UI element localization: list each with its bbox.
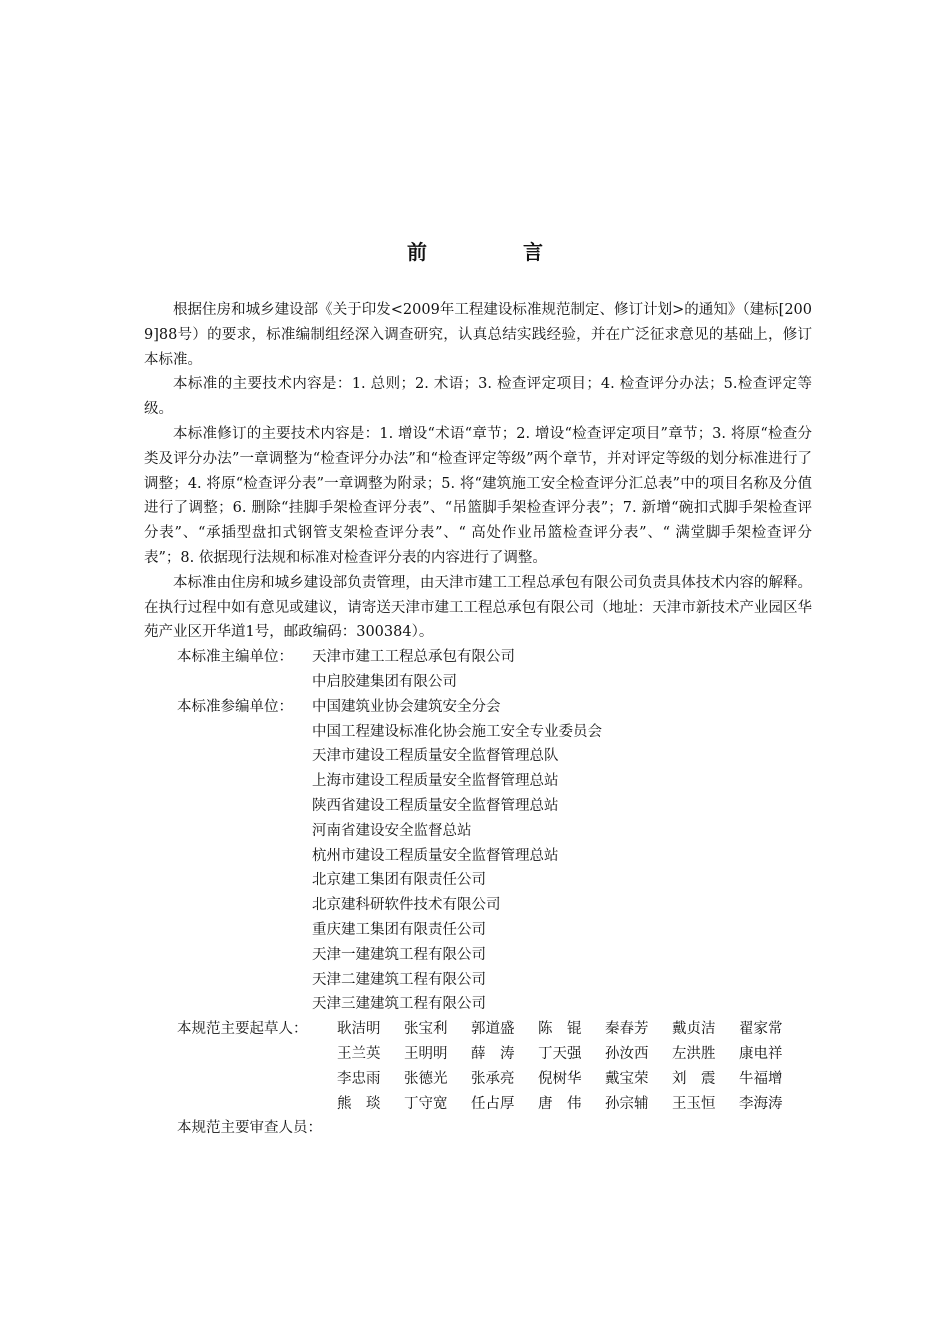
drafter-name: 王玉恒 [672, 1095, 716, 1112]
unit-name: 上海市建设工程质量安全监督管理总站 [312, 773, 559, 790]
drafter-name: 孙汝西 [605, 1045, 649, 1062]
drafter-names [337, 1092, 806, 1117]
unit-name: 天津一建建筑工程有限公司 [312, 946, 486, 963]
unit-row [144, 744, 812, 769]
drafter-name: 张德光 [404, 1070, 448, 1087]
unit-name: 北京建科研软件技术有限公司 [312, 897, 501, 914]
chief-units-label: 本标准主编单位： [177, 649, 293, 666]
drafter-name: 孙宗辅 [605, 1095, 649, 1112]
drafter-name: 秦春芳 [605, 1021, 649, 1038]
unit-name: 中国建筑业协会建筑安全分会 [312, 698, 501, 715]
drafters [144, 1017, 812, 1116]
participating-units [144, 695, 812, 1017]
drafter-name: 王兰英 [337, 1045, 381, 1062]
drafter-name: 左洪胜 [672, 1045, 716, 1062]
drafter-name: 倪树华 [538, 1070, 582, 1087]
drafter-name: 熊 琰 [337, 1095, 381, 1112]
unit-row [144, 819, 812, 844]
drafter-name: 丁天强 [538, 1045, 582, 1062]
drafter-names [337, 1042, 806, 1067]
drafter-names [337, 1067, 806, 1092]
unit-name: 河南省建设安全监督总站 [312, 822, 472, 839]
drafter-name: 丁守宽 [404, 1095, 448, 1112]
unit-row [144, 893, 812, 918]
drafter-names [337, 1017, 806, 1042]
unit-row [144, 918, 812, 943]
unit-row [144, 720, 812, 745]
drafter-name: 陈 锟 [538, 1021, 582, 1038]
paragraph: 本标准修订的主要技术内容是：1. 增设“术语“章节；2. 增设“检查评定项目”章节；3. 将原“检查分类及评分办法”一章调整为“检查评分办法”和“检查评定等级”两个章节，并对评定等级的划分标准进行了调整；4. 将原“检查评分表”一章调整为附录；5. 将“建筑施工安全检查评分汇总表”中的项目名称及分值进行了调整；6. 删除“挂脚手架检查评分表”、“吊篮脚手架检查评分表”；7. 新增“碗扣式脚手架检查评分表”、“承插型盘扣式钢管支架检查评分表”、“ 高处作业吊篮检查评分表”、“ 满堂脚手架检查评分表”；8. 依据现行法规和标准对检查评分表的内容进行了调整。 [144, 425, 812, 566]
drafter-name: 耿洁明 [337, 1021, 381, 1038]
drafter-name: 王明明 [404, 1045, 448, 1062]
drafter-name: 牛福增 [739, 1070, 783, 1087]
paragraph: 本标准的主要技术内容是：1. 总则；2. 术语；3. 检查评定项目；4. 检查评分办法；5.检查评定等级。 [144, 376, 812, 418]
paragraph: 本标准由住房和城乡建设部负责管理，由天津市建工工程总承包有限公司负责具体技术内容的解释。在执行过程中如有意见或建议，请寄送天津市建工工程总承包有限公司（地址：天津市新技术产业园区华苑产业区开华道1号，邮政编码：300384）。 [144, 574, 812, 641]
unit-row [144, 968, 812, 993]
unit-name: 天津三建建筑工程有限公司 [312, 996, 486, 1013]
unit-name: 天津二建建筑工程有限公司 [312, 971, 486, 988]
drafters-label: 本规范主要起草人： [177, 1021, 308, 1038]
paragraph: 根据住房和城乡建设部《关于印发<2009年工程建设标准规范制定、修订计划>的通知》（建标[2009]88号）的要求，标准编制组经深入调查研究，认真总结实践经验，并在广泛征求意见的基础上，修订本标准。 [144, 302, 812, 368]
drafter-name: 刘 震 [672, 1070, 716, 1087]
drafter-row [144, 1017, 812, 1042]
unit-name: 中启胶建集团有限公司 [312, 673, 457, 690]
drafter-name: 唐 伟 [538, 1095, 582, 1112]
unit-name: 天津市建工工程总承包有限公司 [312, 649, 515, 666]
drafter-name: 薛 涛 [471, 1045, 515, 1062]
drafter-name: 李海涛 [739, 1095, 783, 1112]
unit-row [144, 992, 812, 1017]
drafter-row [144, 1092, 812, 1117]
drafter-name: 张承亮 [471, 1070, 515, 1087]
preface-body [144, 298, 812, 1141]
drafter-name: 李忠雨 [337, 1070, 381, 1087]
drafter-name: 郭道盛 [471, 1021, 515, 1038]
unit-name: 天津市建设工程质量安全监督管理总队 [312, 748, 559, 765]
drafter-row [144, 1067, 812, 1092]
unit-row [144, 794, 812, 819]
unit-row [144, 695, 812, 720]
unit-row [144, 645, 812, 670]
drafter-name: 张宝利 [404, 1021, 448, 1038]
unit-name: 北京建工集团有限责任公司 [312, 872, 486, 889]
unit-name: 中国工程建设标准化协会施工安全专业委员会 [312, 723, 602, 740]
drafter-name: 戴宝荣 [605, 1070, 649, 1087]
unit-row [144, 670, 812, 695]
drafter-name: 任占厚 [471, 1095, 515, 1112]
unit-name: 陕西省建设工程质量安全监督管理总站 [312, 797, 559, 814]
page-title: 前 言 [407, 240, 581, 264]
drafter-name: 戴贞洁 [672, 1021, 716, 1038]
unit-name: 重庆建工集团有限责任公司 [312, 921, 486, 938]
drafter-name: 翟家常 [739, 1021, 783, 1038]
chief-units [144, 645, 812, 695]
unit-row [144, 943, 812, 968]
participating-units-label: 本标准参编单位： [177, 698, 293, 715]
drafter-name: 康电祥 [739, 1045, 783, 1062]
unit-row [144, 769, 812, 794]
unit-name: 杭州市建设工程质量安全监督管理总站 [312, 847, 559, 864]
drafter-row [144, 1042, 812, 1067]
unit-row [144, 868, 812, 893]
reviewers-label: 本规范主要审查人员： [177, 1120, 322, 1137]
unit-row [144, 844, 812, 869]
